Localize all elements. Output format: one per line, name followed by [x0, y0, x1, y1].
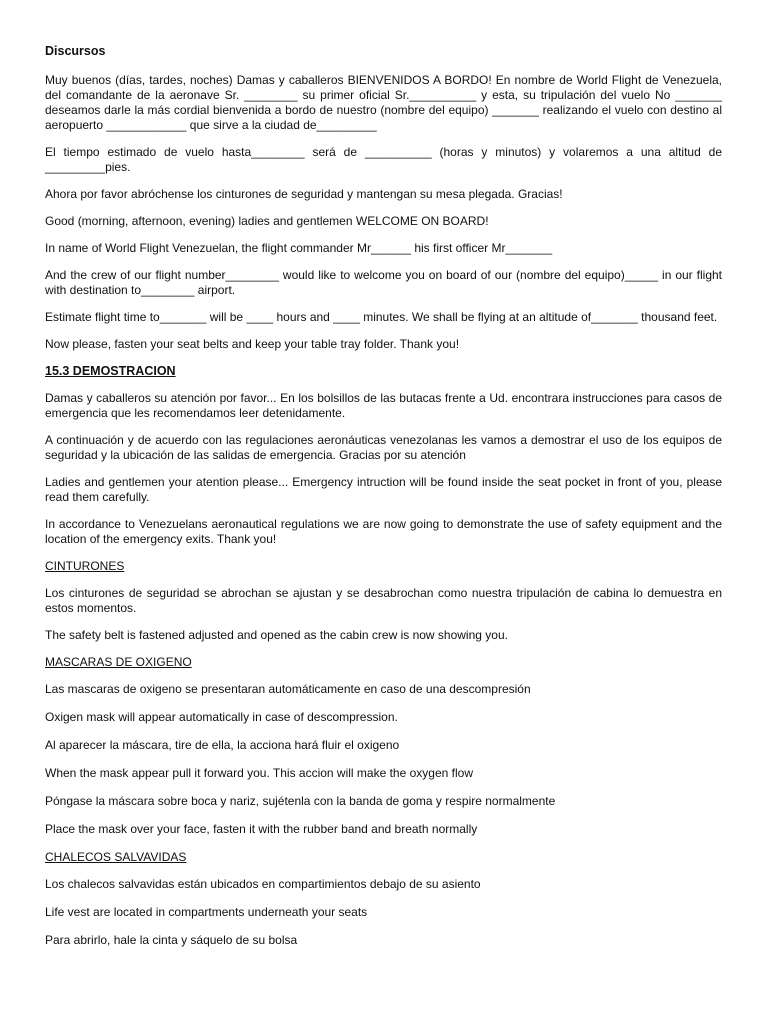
paragraph: Póngase la máscara sobre boca y nariz, sujétenla con la banda de goma y respire normalmente [45, 794, 556, 808]
paragraph: Estimate flight time to_______ will be ____ hours and ____ minutes. We shall be flying at an altitude of_______ thousand feet. [45, 310, 718, 324]
document-title: Discursos [45, 44, 106, 58]
paragraph: When the mask appear pull it forward you. This accion will make the oxygen flow [45, 766, 473, 780]
paragraph: Los chalecos salvavidas están ubicados en compartimientos debajo de su asiento [45, 877, 481, 891]
paragraph: El tiempo estimado de vuelo hasta________ será de __________ (horas y minutos) y volaremos a una altitud de _________pies. [45, 145, 722, 174]
paragraph: A continuación y de acuerdo con las regulaciones aeronáuticas venezolanas les vamos a demostrar el uso de los equipos de seguridad y la ubicación de las salidas de emergencia. Gracias por su atención [45, 433, 722, 462]
paragraph: Damas y caballeros su atención por favor... En los bolsillos de las butacas frente a Ud. encontrara instrucciones para casos de emergencia que les recomendamos leer detenidamente. [45, 391, 722, 420]
paragraph: In name of World Flight Venezuelan, the flight commander Mr______ his first officer Mr_______ [45, 241, 553, 255]
paragraph: In accordance to Venezuelans aeronautical regulations we are now going to demonstrate the use of safety equipment and the location of the emergency exits. Thank you! [45, 517, 722, 546]
paragraph: Oxigen mask will appear automatically in case of descompression. [45, 710, 398, 724]
paragraph: Muy buenos (días, tardes, noches) Damas y caballeros BIENVENIDOS A BORDO! En nombre de World Flight de Venezuela, del comandante de la aeronave Sr. ________ su primer oficial Sr.__________ y esta, su tripulación del vuelo No _______ deseamos darle la más cordial bienvenida a bordo de nuestro (nombre del equipo) _______ realizando el vuelo con destino al aeropuerto ____________ que sirve a la ciudad de_________ [45, 73, 722, 132]
paragraph: Al aparecer la máscara, tire de ella, la acciona hará fluir el oxigeno [45, 738, 400, 752]
subsection-heading-chalecos: CHALECOS SALVAVIDAS [45, 850, 187, 864]
paragraph: Las mascaras de oxigeno se presentaran automáticamente en caso de una descompresión [45, 682, 531, 696]
paragraph: Life vest are located in compartments underneath your seats [45, 905, 368, 919]
paragraph: And the crew of our flight number________ would like to welcome you on board of our (nombre del equipo)_____ in our flight with destination to________ airport. [45, 268, 722, 297]
subsection-heading-mascaras: MASCARAS DE OXIGENO [45, 655, 192, 669]
paragraph: Ahora por favor abróchense los cinturones de seguridad y mantengan su mesa plegada. Gracias! [45, 187, 563, 201]
paragraph: Los cinturones de seguridad se abrochan se ajustan y se desabrochan como nuestra tripulación de cabina lo demuestra en estos momentos. [45, 586, 722, 615]
section-heading: 15.3 DEMOSTRACION [45, 364, 176, 378]
subsection-heading-cinturones: CINTURONES [45, 559, 125, 573]
document-page [45, 44, 722, 961]
paragraph: Good (morning, afternoon, evening) ladies and gentlemen WELCOME ON BOARD! [45, 214, 489, 228]
paragraph: Para abrirlo, hale la cinta y sáquelo de su bolsa [45, 933, 298, 947]
paragraph: Ladies and gentlemen your atention please... Emergency intruction will be found inside the seat pocket in front of you, please read them carefully. [45, 475, 722, 504]
paragraph: Now please, fasten your seat belts and keep your table tray folder. Thank you! [45, 337, 460, 351]
paragraph: Place the mask over your face, fasten it with the rubber band and breath normally [45, 822, 478, 836]
paragraph: The safety belt is fastened adjusted and opened as the cabin crew is now showing you. [45, 628, 508, 642]
